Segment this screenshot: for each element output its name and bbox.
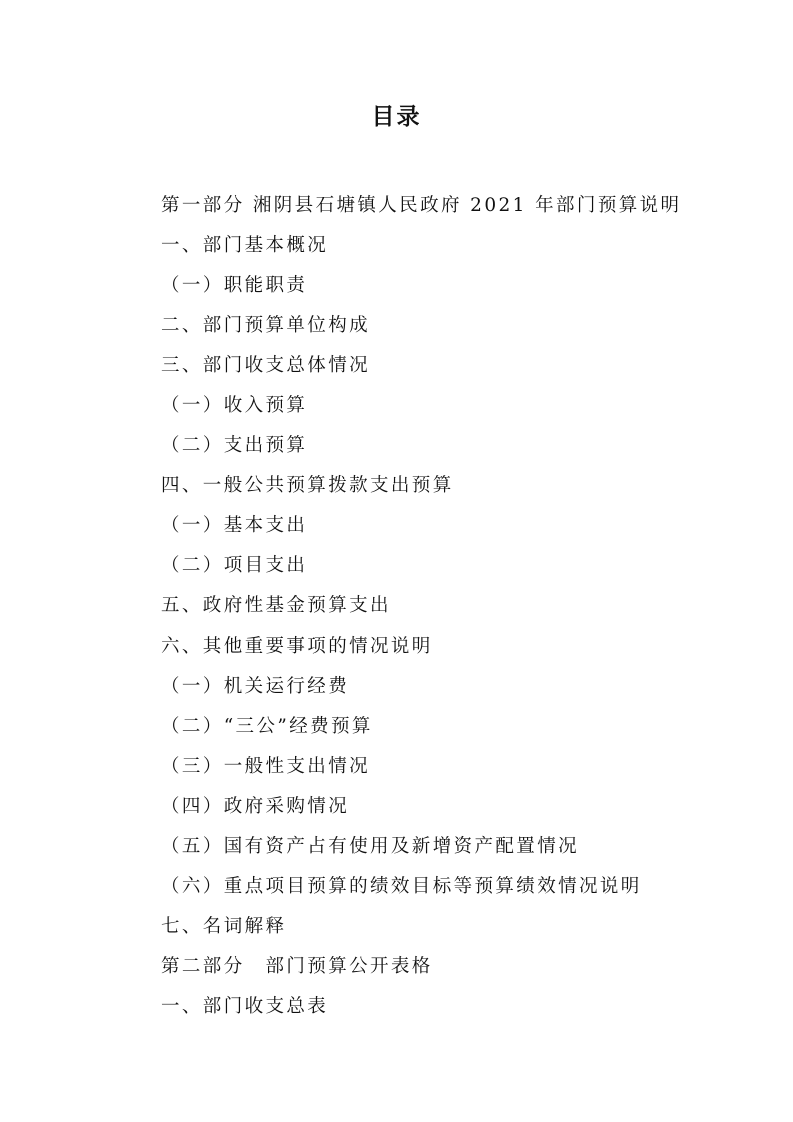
toc-list bbox=[161, 186, 761, 1027]
toc-title: 目录 bbox=[371, 103, 422, 130]
toc-item: 第一部分 湘阴县石塘镇人民政府 2021 年部门预算说明 bbox=[161, 195, 682, 216]
toc-item: 五、政府性基金预算支出 bbox=[161, 595, 391, 617]
toc-item: 三、部门收支总体情况 bbox=[161, 355, 371, 377]
toc-item: （二）“三公”经费预算 bbox=[161, 715, 373, 737]
toc-item: 二、部门预算单位构成 bbox=[161, 315, 371, 337]
toc-item: 七、名词解释 bbox=[161, 915, 287, 937]
toc-item: （五）国有资产占有使用及新增资产配置情况 bbox=[161, 835, 580, 857]
toc-item: （一）机关运行经费 bbox=[161, 675, 350, 697]
toc-item: 第二部分 部门预算公开表格 bbox=[161, 955, 433, 977]
toc-item: （一）基本支出 bbox=[161, 515, 308, 537]
toc-item: 六、其他重要事项的情况说明 bbox=[161, 635, 433, 657]
toc-item: 四、一般公共预算拨款支出预算 bbox=[161, 475, 454, 497]
toc-item: （四）政府采购情况 bbox=[161, 795, 350, 817]
toc-item: （二）支出预算 bbox=[161, 435, 308, 457]
toc-item: （三）一般性支出情况 bbox=[161, 755, 371, 777]
toc-item: 一、部门收支总表 bbox=[161, 995, 329, 1017]
toc-item: （六）重点项目预算的绩效目标等预算绩效情况说明 bbox=[161, 875, 642, 897]
toc-item: 一、部门基本概况 bbox=[161, 235, 329, 257]
toc-item: （一）收入预算 bbox=[161, 395, 308, 417]
toc-item: （一）职能职责 bbox=[161, 275, 308, 297]
toc-item: （二）项目支出 bbox=[161, 555, 308, 577]
